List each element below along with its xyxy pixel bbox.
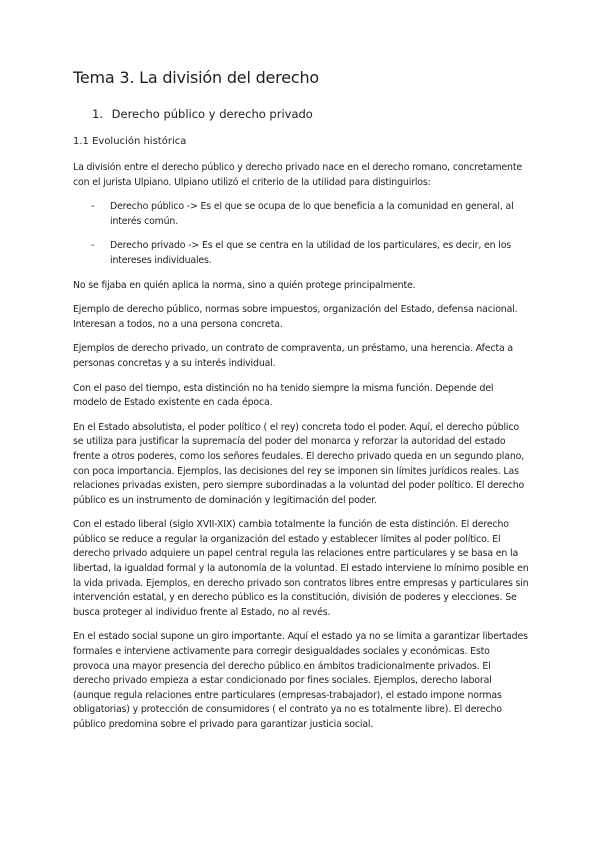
paragraph: En el Estado absolutista, el poder político ( el rey) concreta todo el poder. Aquí, el derecho público se utiliza para justificar la supremacía del poder del monarca y reforzar la autoridad del estado frente a otros poderes, como los señores feudales. El derecho privado queda en un segundo plano, con poca importancia. Ejemplos, las decisiones del rey se imponen sin límites jurídicos reales. Las relaciones privadas existen, pero siempre subordinadas a la voluntad del poder político. El derecho público es un instrumento de dominación y legitimación del poder. <box>73 421 525 506</box>
subsection-heading: 1.1 Evolución histórica <box>73 136 187 147</box>
section-label: Derecho público y derecho privado <box>111 107 313 121</box>
intro-paragraph: La división entre el derecho público y derecho privado nace en el derecho romano, concretamente con el jurista Ulpiano. Ulpiano utilizó el criterio de la utilidad para distinguirlos: <box>73 162 522 188</box>
paragraph: Con el paso del tiempo, esta distinción no ha tenido siempre la misma función. Depende del modelo de Estado existente en cada época. <box>73 382 494 409</box>
list-item-text: Derecho privado -> Es el que se centra en la utilidad de los particulares, es decir, en los intereses individuales. <box>110 240 512 266</box>
paragraph: Ejemplos de derecho privado, un contrato de compraventa, un préstamo, una herencia. Afecta a personas concretas y a su interés individual. <box>73 343 514 369</box>
list-item <box>73 200 529 229</box>
paragraph: En el estado social supone un giro importante. Aquí el estado ya no se limita a garantizar libertades formales e interviene activamente para corregir desigualdades sociales y económicas. Esto provoca una mayor presencia del derecho público en ámbitos tradicionalmente privados. El derecho privado empieza a estar condicionado por fines sociales. Ejemplos, derecho laboral (aunque regula relaciones entre particulares (empresas-trabajador), el estado impone normas obligatorias) y protección de consumidores ( el contrato ya no es totalmente libre). El derecho público predomina sobre el privado para garantizar justicia social. <box>73 631 528 730</box>
utility-criteria-list <box>73 200 529 268</box>
section-heading <box>92 107 313 121</box>
list-bullet: - <box>91 240 95 252</box>
list-item <box>73 239 529 268</box>
paragraph: Con el estado liberal (siglo XVII-XIX) cambia totalmente la función de esta distinción. El derecho público se reduce a regular la organización del estado y establecer límites al poder político. El derecho privado adquiere un papel central regula las relaciones entre particulares y se basa en la libertad, la igualdad formal y la autonomía de la voluntad. El estado interviene lo mínimo posible en la vida privada. Ejemplos, en derecho privado son contratos libres entre empresas y particulares sin intervención estatal, y en derecho público es la constitución, división de poderes y elecciones. Se busca proteger al individuo frente al Estado, no al revés. <box>73 519 529 618</box>
document-body <box>73 161 529 743</box>
list-bullet: - <box>91 201 95 213</box>
document-title: Tema 3. La división del derecho <box>73 68 319 87</box>
paragraph: Ejemplo de derecho público, normas sobre impuestos, organización del Estado, defensa nacional. Interesan a todos, no a una persona concreta. <box>73 304 518 330</box>
section-number: 1. <box>92 107 103 121</box>
list-item-text: Derecho público -> Es el que se ocupa de lo que beneficia a la comunidad en general, al interés común. <box>110 201 514 227</box>
paragraph: No se fijaba en quién aplica la norma, sino a quién protege principalmente. <box>73 279 416 291</box>
